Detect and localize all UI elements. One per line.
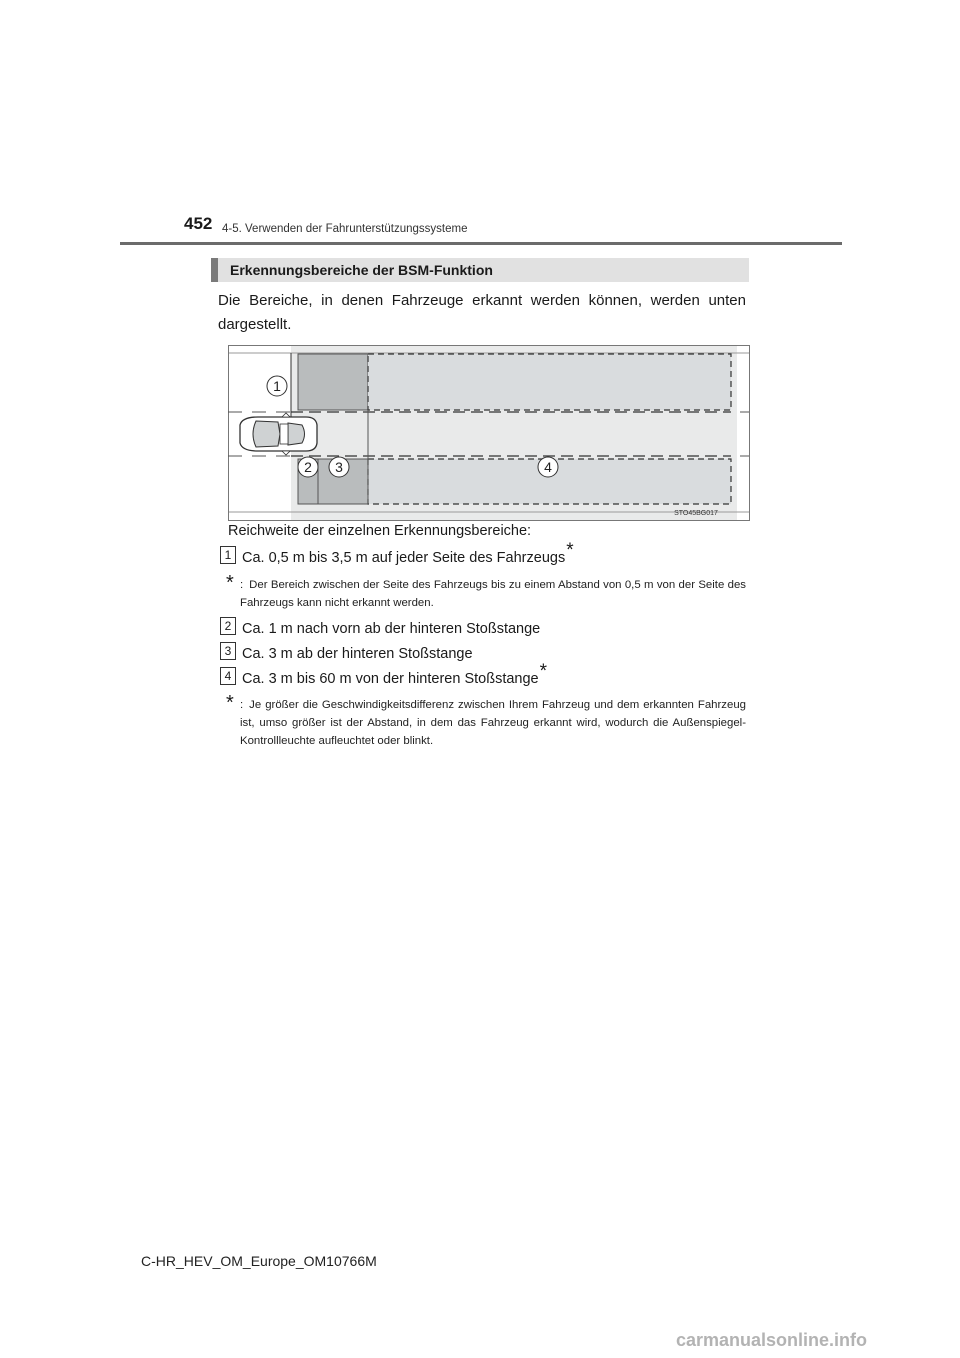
page-number: 452 xyxy=(184,214,213,233)
footnote-colon: : xyxy=(240,579,244,591)
zone-4-top xyxy=(368,354,731,410)
svg-text:2: 2 xyxy=(304,459,312,475)
item-text: Ca. 1 m nach vorn ab der hinteren Stoßstange xyxy=(242,621,541,637)
footnote-text: Je größer die Geschwindigkeitsdifferenz zwischen Ihrem Fahrzeug und dem erkannten Fahrzeug ist, umso größer ist der Abstand, in dem das Fahrzeug erkannt wird, wodurch die Außenspiegel-Kontrollleuchte aufleuchtet oder blinkt. xyxy=(240,699,746,747)
footnote-1 xyxy=(226,574,746,614)
ranges-title: Reichweite der einzelnen Erkennungsbereiche: xyxy=(228,523,532,539)
item-text: Ca. 3 m ab der hinteren Stoßstange xyxy=(242,646,473,662)
item-number-badge: 1 xyxy=(220,546,236,564)
asterisk-mark: * xyxy=(539,661,548,682)
footnote-text: Der Bereich zwischen der Seite des Fahrzeugs bis zu einem Abstand von 0,5 m von der Seite des Fahrzeugs kann nicht erkannt werden. xyxy=(240,579,746,609)
watermark: carmanualsonline.info xyxy=(676,1330,868,1350)
zone-1-top xyxy=(298,354,368,410)
callout-1 xyxy=(267,376,287,396)
callout-3 xyxy=(329,457,349,477)
header-divider xyxy=(120,242,842,245)
section-title: Erkennungsbereiche der BSM-Funktion xyxy=(230,262,493,278)
footnote-2 xyxy=(226,694,746,754)
footnote-colon: : xyxy=(240,699,244,711)
svg-text:3: 3 xyxy=(335,459,343,475)
asterisk-mark: * xyxy=(566,540,574,561)
vehicle-icon xyxy=(240,413,317,455)
svg-text:4: 4 xyxy=(544,459,552,475)
front-road-area xyxy=(737,346,749,520)
item-number-badge: 4 xyxy=(220,667,236,685)
footnote-asterisk: * xyxy=(226,572,234,594)
svg-text:1: 1 xyxy=(273,378,281,394)
footnote-asterisk: * xyxy=(226,692,234,714)
item-number-badge: 2 xyxy=(220,617,236,635)
item-text: Ca. 0,5 m bis 3,5 m auf jeder Seite des Fahrzeugs xyxy=(242,550,566,566)
detection-area-diagram xyxy=(228,345,750,521)
callout-2 xyxy=(298,457,318,477)
intro-paragraph: Die Bereiche, in denen Fahrzeuge erkannt werden können, werden unten dargestellt. xyxy=(218,292,746,333)
callout-4 xyxy=(538,457,558,477)
document-id: C-HR_HEV_OM_Europe_OM10766M xyxy=(141,1253,377,1269)
figure-code: STO45BG017 xyxy=(674,510,718,517)
section-heading-bar xyxy=(211,258,749,282)
item-number-badge: 3 xyxy=(220,642,236,660)
chapter-title: 4-5. Verwenden der Fahrunterstützungssysteme xyxy=(222,223,468,235)
item-text: Ca. 3 m bis 60 m von der hinteren Stoßstange xyxy=(242,671,539,687)
